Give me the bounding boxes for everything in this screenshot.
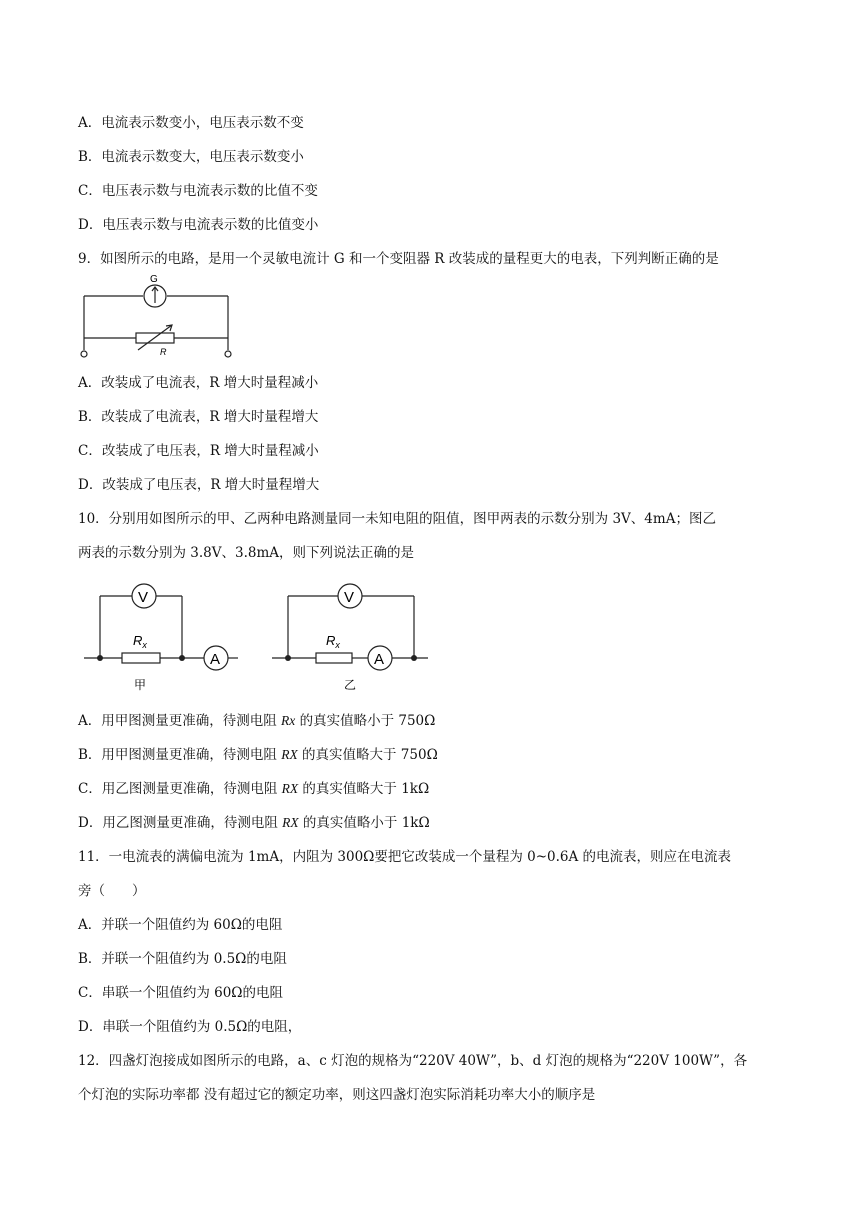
q10-option-a: A．用甲图测量更准确，待测电阻 Rx 的真实值略小于 750Ω <box>78 713 436 729</box>
q8-option-c: C．电压表示数与电流表示数的比值不变 <box>78 183 318 199</box>
q9-option-a: A．改装成了电流表，R 增大时量程减小 <box>78 375 319 391</box>
q11-stem-line1: 11．一电流表的满偏电流为 1mA，内阻为 300Ω要把它改装成一个量程为 0~0.6A 的电流表，则应在电流表 <box>78 849 732 865</box>
q10-stem-line1: 10．分别用如图所示的甲、乙两种电路测量同一未知电阻的阻值，图甲两表的示数分别为 3V、4mA；图乙 <box>78 511 716 527</box>
jia-caption: 甲 <box>134 678 147 692</box>
jia-resistor-label: R <box>133 633 143 648</box>
q8-option-d: D．电压表示数与电流表示数的比值变小 <box>78 217 319 233</box>
jia-ammeter-label: A <box>210 651 221 668</box>
yi-resistor-subscript: x <box>335 640 340 650</box>
q11-option-b: B．并联一个阻值约为 0.5Ω的电阻 <box>78 951 287 967</box>
q12-stem-line1: 12．四盏灯泡接成如图所示的电路，a、c 灯泡的规格为“220V 40W”，b、d 灯泡的规格为“220V 100W”，各 <box>78 1053 748 1069</box>
q11-option-a: A．并联一个阻值约为 60Ω的电阻 <box>78 917 283 933</box>
q9-option-b: B．改装成了电流表，R 增大时量程增大 <box>78 409 319 425</box>
q10-stem-line2: 两表的示数分别为 3.8V、3.8mA，则下列说法正确的是 <box>78 545 415 561</box>
q9-option-c: C．改装成了电压表，R 增大时量程减小 <box>78 443 319 459</box>
q10-option-d: D．用乙图测量更准确，待测电阻 RX 的真实值略小于 1kΩ <box>78 815 430 831</box>
galvanometer-label: G <box>150 274 158 285</box>
q8-option-a: A．电流表示数变小，电压表示数不变 <box>78 115 304 131</box>
yi-voltmeter-label: V <box>344 589 355 606</box>
q10-circuit-jia <box>84 578 244 694</box>
yi-caption: 乙 <box>344 678 357 692</box>
q12-stem-line2: 个灯泡的实际功率都 没有超过它的额定功率，则这四盏灯泡实际消耗功率大小的顺序是 <box>78 1087 596 1103</box>
q8-option-b: B．电流表示数变大，电压表示数变小 <box>78 149 304 165</box>
q10-option-b: B．用甲图测量更准确，待测电阻 RX 的真实值略大于 750Ω <box>78 747 438 763</box>
yi-resistor-label: R <box>326 633 336 648</box>
q11-stem-line2: 旁（ ） <box>78 883 146 899</box>
yi-ammeter-label: A <box>374 651 385 668</box>
q11-option-c: C．串联一个阻值约为 60Ω的电阻 <box>78 985 283 1001</box>
svg-text:Rx <box>133 633 147 650</box>
q10-option-c: C．用乙图测量更准确，待测电阻 RX 的真实值略大于 1kΩ <box>78 781 430 797</box>
rheostat-label: R <box>160 347 167 357</box>
svg-text:Rx <box>326 633 340 650</box>
jia-voltmeter-label: V <box>138 589 149 606</box>
q11-option-d: D．串联一个阻值约为 0.5Ω的电阻， <box>78 1019 302 1035</box>
q9-circuit-diagram <box>76 268 236 364</box>
q9-option-d: D．改装成了电压表，R 增大时量程增大 <box>78 477 320 493</box>
q10-circuit-yi <box>272 578 432 694</box>
q9-stem: 9．如图所示的电路，是用一个灵敏电流计 G 和一个变阻器 R 改装成的量程更大的电表，下列判断正确的是 <box>78 251 719 267</box>
jia-resistor-subscript: x <box>142 640 147 650</box>
